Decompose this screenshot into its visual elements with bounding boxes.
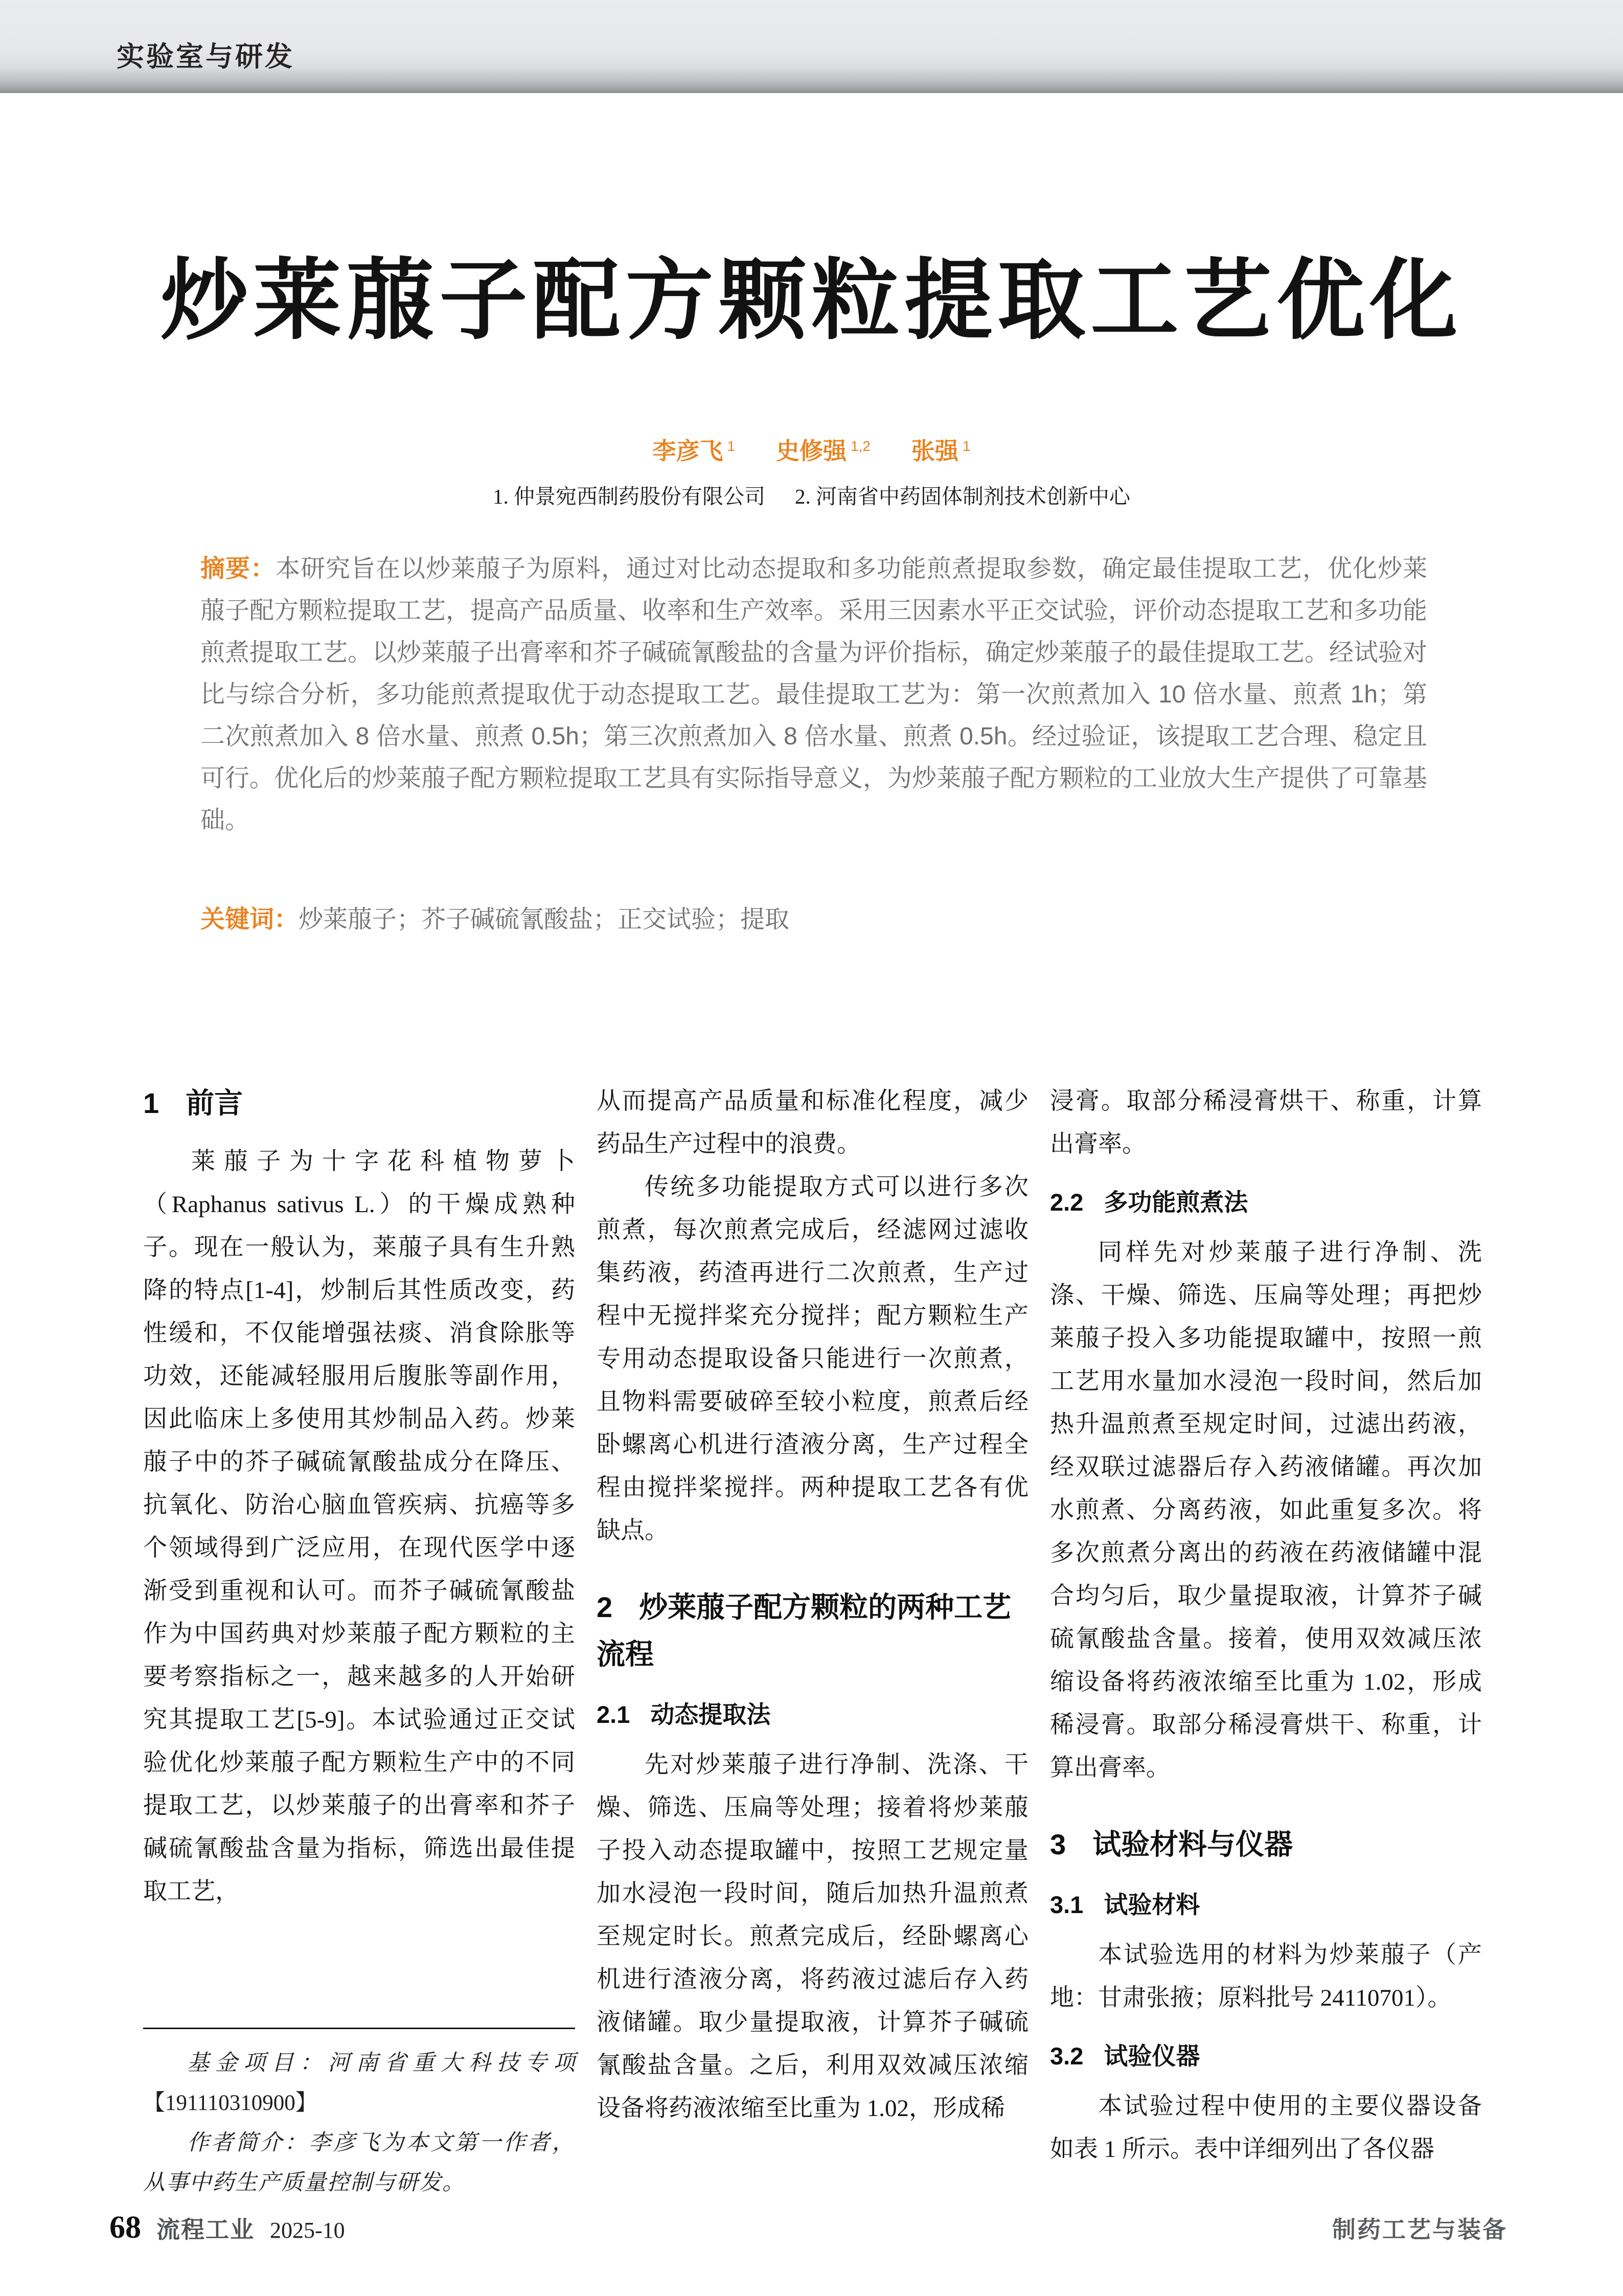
section-header-band bbox=[0, 0, 1623, 93]
author-affiliation-sup: 1 bbox=[962, 438, 971, 454]
author-name: 张强 bbox=[911, 438, 958, 464]
section-number: 3 bbox=[1050, 1828, 1066, 1860]
issue-date: 2025-10 bbox=[270, 2218, 345, 2243]
subsection-heading-3-1 bbox=[1050, 1883, 1482, 1926]
footer-section-title: 制药工艺与装备 bbox=[1332, 2216, 1507, 2243]
page-footer bbox=[109, 2210, 1507, 2246]
funding-note-number: 【191110310900】 bbox=[143, 2091, 317, 2115]
abstract-text: 本研究旨在以炒莱菔子为原料，通过对比动态提取和多功能煎煮提取参数，确定最佳提取工艺，优化炒莱菔子配方颗粒提取工艺，提高产品质量、收率和生产效率。采用三因素水平正交试验，评价动态提取工艺和多功能煎煮提取工艺。以炒莱菔子出膏率和芥子碱硫氰酸盐的含量为评价指标，确定炒莱菔子的最佳提取工艺。经试验对比与综合分析，多功能煎煮提取优于动态提取工艺。最佳提取工艺为：第一次煎煮加入 10 倍水量、煎煮 1h；第二次煎煮加入 8 倍水量、煎煮 0.5h；第三次煎煮加入 8 倍水量、煎煮 0.5h。经过验证，该提取工艺合理、稳定且可行。优化后的炒莱菔子配方颗粒提取工艺具有实际指导意义，为炒莱菔子配方颗粒的工业放大生产提供了可靠基础。 bbox=[200, 555, 1428, 834]
abstract-label: 摘要： bbox=[200, 555, 276, 582]
footer-left bbox=[109, 2210, 345, 2246]
author bbox=[652, 433, 735, 466]
keywords-line bbox=[200, 899, 1427, 941]
section-label: 实验室与研发 bbox=[117, 41, 294, 72]
author-affiliation-sup: 1,2 bbox=[851, 438, 871, 454]
paragraph: 本试验过程中使用的主要仪器设备如表 1 所示。表中详细列出了各仪器 bbox=[1050, 2093, 1482, 2163]
section-title: 炒莱菔子配方颗粒的两种工艺流程 bbox=[597, 1591, 1012, 1670]
funding-note: 基金项目：河南省重大科技专项 bbox=[187, 2051, 575, 2075]
footnote-divider bbox=[143, 2028, 575, 2029]
author bbox=[776, 433, 871, 466]
subsection-title: 多功能煎煮法 bbox=[1104, 1189, 1248, 1216]
affiliation-item: 1. 仲景宛西制药股份有限公司 bbox=[493, 485, 765, 508]
journal-name: 流程工业 bbox=[156, 2216, 255, 2243]
section-number: 2 bbox=[597, 1591, 613, 1623]
section-title: 前言 bbox=[186, 1087, 243, 1119]
subsection-number: 3.2 bbox=[1050, 2042, 1084, 2070]
subsection-heading-3-2 bbox=[1050, 2035, 1482, 2078]
paragraph: 同样先对炒莱菔子进行净制、洗涤、干燥、筛选、压扁等处理；再把炒莱菔子投入多功能提取罐中，按照一煎工艺用水量加水浸泡一段时间，然后加热升温煎煮至规定时间，过滤出药液，经双联过滤器后存入药液储罐。再次加水煎煮、分离药液，如此重复多次。将多次煎煮分离出的药液在药液储罐中混合均匀后，取少量提取液，计算芥子碱硫氰酸盐含量。接着，使用双效减压浓缩设备将药液浓缩至比重为 1.02，形成稀浸膏。取部分稀浸膏烘干、称重，计算出膏率。 bbox=[1050, 1239, 1482, 1781]
affiliation-item: 2. 河南省中药固体制剂技术创新中心 bbox=[795, 485, 1130, 508]
subsection-heading-2-1 bbox=[597, 1693, 1028, 1736]
author-affiliation-sup: 1 bbox=[727, 438, 736, 454]
subsection-title: 试验仪器 bbox=[1104, 2042, 1200, 2070]
subsection-title: 动态提取法 bbox=[650, 1701, 771, 1728]
page-number: 68 bbox=[109, 2210, 141, 2245]
keywords-label: 关键词： bbox=[200, 906, 299, 933]
author bbox=[911, 433, 971, 466]
abstract-paragraph bbox=[200, 548, 1427, 842]
affiliations-line bbox=[0, 480, 1623, 510]
author-name: 李彦飞 bbox=[652, 438, 723, 464]
subsection-number: 3.1 bbox=[1050, 1891, 1084, 1918]
subsection-heading-2-2 bbox=[1050, 1181, 1482, 1224]
body-column-3 bbox=[1050, 1080, 1482, 2171]
body-column-2 bbox=[597, 1080, 1028, 2130]
paragraph: 先对炒莱菔子进行净制、洗涤、干燥、筛选、压扁等处理；接着将炒莱菔子投入动态提取罐中，按照工艺规定量加水浸泡一段时间，随后加热升温煎煮至规定时长。煎煮完成后，经卧螺离心机进行渣液分离，将药液过滤后存入药液储罐。取少量提取液，计算芥子碱硫氰酸盐含量。之后，利用双效减压浓缩设备将药液浓缩至比重为 1.02，形成稀 bbox=[597, 1752, 1028, 2122]
subsection-number: 2.1 bbox=[597, 1701, 630, 1728]
subsection-title: 试验材料 bbox=[1104, 1891, 1200, 1918]
article-title: 炒莱菔子配方颗粒提取工艺优化 bbox=[160, 252, 1463, 350]
paragraph: 莱菔子为十字花科植物萝卜（Raphanus sativus L.）的干燥成熟种子。现在一般认为，莱菔子具有生升熟降的特点[1-4]，炒制后其性质改变，药性缓和，不仅能增强祛痰、消食除胀等功效，还能减轻服用后腹胀等副作用，因此临床上多使用其炒制品入药。炒莱菔子中的芥子碱硫氰酸盐成分在降压、抗氧化、防治心脑血管疾病、抗癌等多个领域得到广泛应用，在现代医学中逐渐受到重视和认可。而芥子碱硫氰酸盐作为中国药典对炒莱菔子配方颗粒的主要考察指标之一，越来越多的人开始研究其提取工艺[5-9]。本试验通过正交试验优化炒莱菔子配方颗粒生产中的不同提取工艺，以炒莱菔子的出膏率和芥子碱硫氰酸盐含量为指标，筛选出最佳提取工艺， bbox=[143, 1148, 575, 1905]
author-name: 史修强 bbox=[776, 438, 847, 464]
authors-line bbox=[0, 433, 1623, 466]
section-heading-1 bbox=[143, 1080, 575, 1127]
subsection-number: 2.2 bbox=[1050, 1189, 1084, 1216]
paragraph: 传统多功能提取方式可以进行多次煎煮，每次煎煮完成后，经滤网过滤收集药液，药渣再进行二次煎煮，生产过程中无搅拌桨充分搅拌；配方颗粒生产专用动态提取设备只能进行一次煎煮，且物料需要破碎至较小粒度，煎煮后经卧螺离心机进行渣液分离，生产过程全程由搅拌桨搅拌。两种提取工艺各有优缺点。 bbox=[597, 1174, 1028, 1544]
body-column-1 bbox=[143, 1080, 575, 1913]
paragraph-continuation: 浸膏。取部分稀浸膏烘干、称重，计算出膏率。 bbox=[1050, 1088, 1482, 1157]
section-heading-2 bbox=[597, 1584, 1028, 1678]
footnote-block bbox=[143, 2028, 575, 2203]
paragraph: 本试验选用的材料为炒莱菔子（产地：甘肃张掖；原料批号 24110701）。 bbox=[1050, 1942, 1482, 2011]
paragraph-continuation: 从而提高产品质量和标准化程度，减少药品生产过程中的浪费。 bbox=[597, 1088, 1028, 1157]
section-title: 试验材料与仪器 bbox=[1092, 1828, 1293, 1860]
keywords-text: 炒莱菔子；芥子碱硫氰酸盐；正交试验；提取 bbox=[299, 906, 790, 933]
section-heading-3 bbox=[1050, 1821, 1482, 1868]
author-bio-note: 作者简介：李彦飞为本文第一作者，从事中药生产质量控制与研发。 bbox=[143, 2131, 575, 2195]
section-number: 1 bbox=[143, 1087, 159, 1119]
